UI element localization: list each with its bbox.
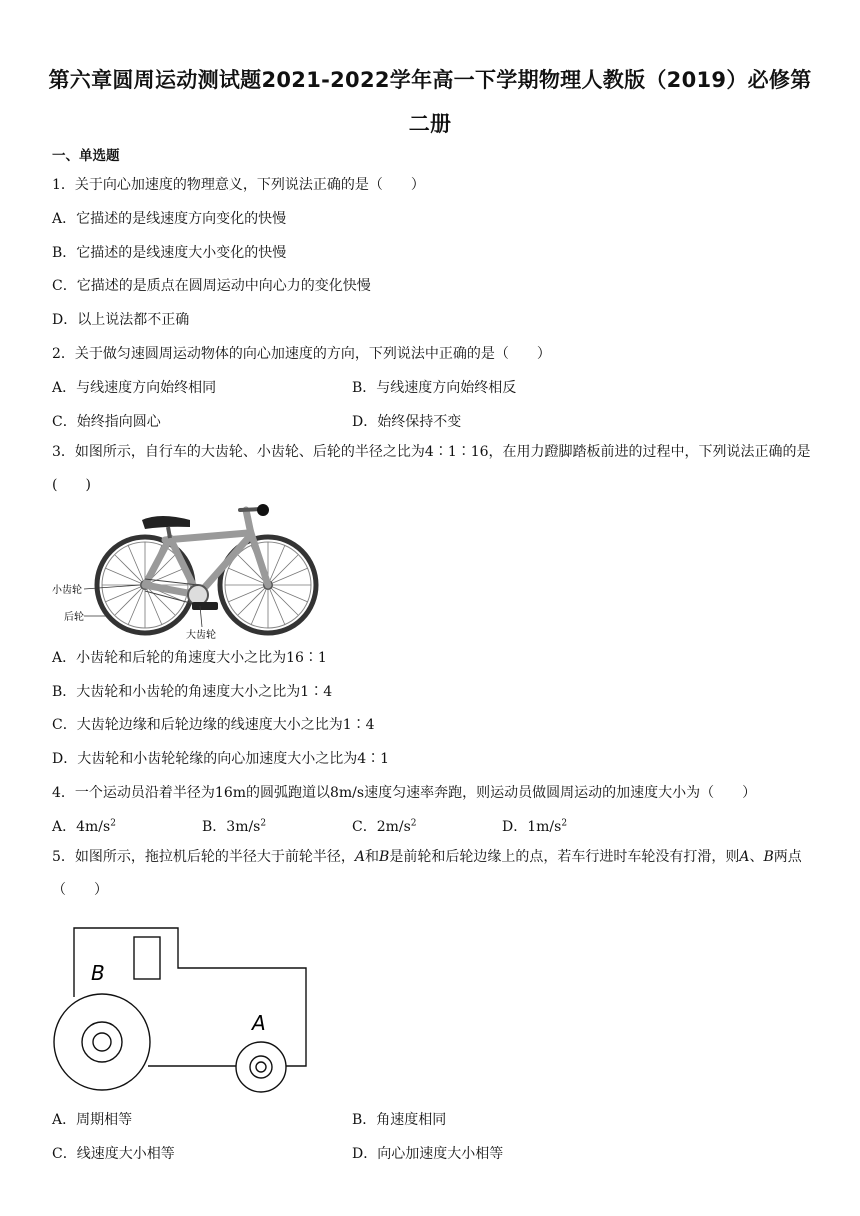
q1-stem: 1．关于向心加速度的物理意义，下列说法正确的是（ ）	[52, 177, 425, 193]
label-rear-wheel: 后轮	[64, 612, 84, 623]
q4-option-d: D．$1m/s^2$	[502, 818, 568, 835]
front-wheel-drawing	[236, 1042, 286, 1092]
tractor-figure	[50, 922, 312, 1094]
label-point-a: A	[252, 1011, 266, 1035]
label-small-gear: 小齿轮	[52, 585, 82, 596]
q2-option-b: B．与线速度方向始终相反	[352, 380, 517, 396]
pedal-drawing	[192, 602, 218, 610]
q5-option-b: B．角速度相同	[352, 1112, 447, 1128]
q1-option-a: A．它描述的是线速度方向变化的快慢	[52, 211, 287, 227]
q4-option-b: B．$3m/s^2$	[202, 818, 267, 835]
q4-option-a: A．$4m/s^2$	[52, 818, 116, 835]
q1-option-c: C．它描述的是质点在圆周运动中向心力的变化快慢	[52, 278, 371, 294]
q5-option-a: A．周期相等	[52, 1112, 133, 1128]
bicycle-figure	[50, 500, 320, 642]
q3-option-d: D．大齿轮和小齿轮轮缘的向心加速度大小之比为4∶1	[52, 751, 390, 767]
seat-drawing	[142, 516, 190, 529]
q2-stem: 2．关于做匀速圆周运动物体的向心加速度的方向，下列说法中正确的是（ ）	[52, 346, 551, 362]
q1-option-d: D．以上说法都不正确	[52, 312, 190, 328]
q4-stem: 4．一个运动员沿着半径为16m的圆弧跑道以8m/s速度匀速率奔跑，则运动员做圆周运动的加速度大小为（ ）	[52, 785, 757, 801]
label-point-b: B	[91, 961, 105, 985]
q5-option-d: D．向心加速度大小相等	[352, 1146, 504, 1162]
q3-option-b: B．大齿轮和小齿轮的角速度大小之比为1∶4	[52, 684, 333, 700]
q3-option-c: C．大齿轮边缘和后轮边缘的线速度大小之比为1∶4	[52, 717, 375, 733]
q2-option-a: A．与线速度方向始终相同	[52, 380, 217, 396]
q2-option-d: D．始终保持不变	[352, 414, 462, 430]
grip-drawing	[257, 504, 269, 516]
q3-option-a: A．小齿轮和后轮的角速度大小之比为16∶1	[52, 650, 327, 666]
section-heading: 一、单选题	[52, 148, 120, 164]
q4-option-c: C．$2m/s^2$	[352, 818, 417, 835]
q5-option-c: C．线速度大小相等	[52, 1146, 175, 1162]
label-big-gear: 大齿轮	[186, 630, 216, 641]
rear-wheel-drawing	[54, 994, 150, 1090]
q3-stem: 3．如图所示，自行车的大齿轮、小齿轮、后轮的半径之比为4∶1∶16，在用力蹬脚踏板前进的过程中，下列说法正确的是( )	[52, 444, 811, 493]
page-title: 第六章圆周运动测试题2021-2022学年高一下学期物理人教版（2019）必修第二册	[48, 68, 812, 136]
cab-window-drawing	[134, 937, 160, 979]
q5-stem: 5．如图所示，拖拉机后轮的半径大于前轮半径，A和B是前轮和后轮边缘上的点，若车行进时车轮没有打滑，则A、B两点（ ）	[52, 849, 802, 898]
q1-option-b: B．它描述的是线速度大小变化的快慢	[52, 245, 287, 261]
q2-option-c: C．始终指向圆心	[52, 414, 161, 430]
